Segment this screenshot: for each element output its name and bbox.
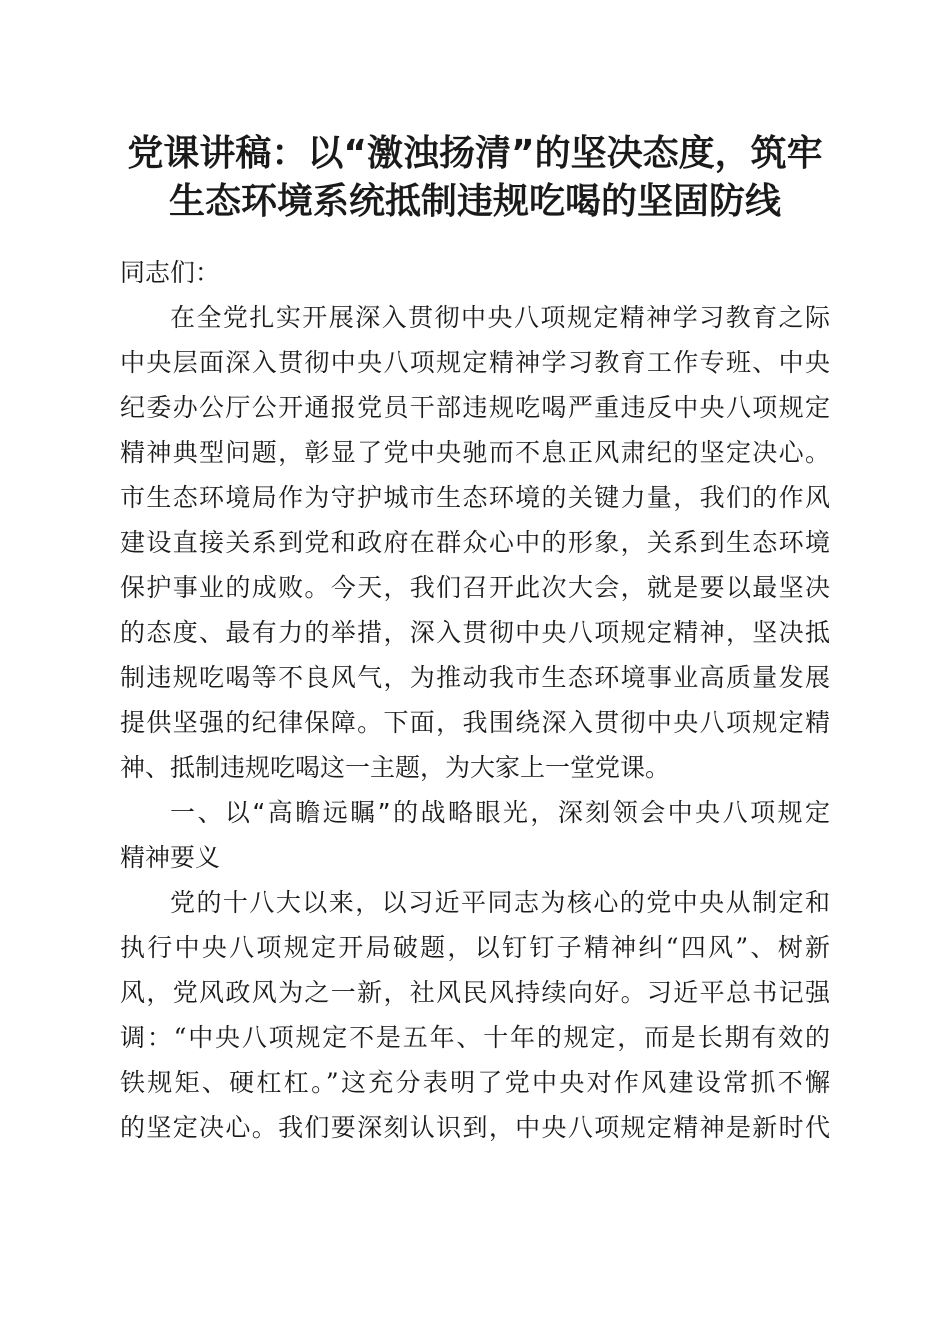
paragraph-line: 纪委办公厅公开通报党员干部违规吃喝严重违反中央八项规定 [120, 393, 830, 422]
section-heading-1 [120, 790, 830, 880]
paragraph-line: 在全党扎实开展深入贯彻中央八项规定精神学习教育之际 [170, 303, 830, 332]
paragraph-line: 党的十八大以来，以习近平同志为核心的党中央从制定和 [170, 888, 830, 917]
title-line-2: 生态环境系统抵制违规吃喝的坚固防线 [168, 181, 781, 222]
paragraph-line: 中央层面深入贯彻中央八项规定精神学习教育工作专班、中央 [120, 348, 830, 377]
paragraph-intro [120, 295, 830, 790]
document-body [120, 250, 830, 1150]
paragraph-section-1 [120, 880, 830, 1150]
document-title [100, 130, 850, 226]
paragraph-line: 的态度、最有力的举措，深入贯彻中央八项规定精神，坚决抵 [120, 618, 830, 647]
paragraph-line: 制违规吃喝等不良风气，为推动我市生态环境事业高质量发展 [120, 663, 830, 692]
paragraph-line: 市生态环境局作为守护城市生态环境的关键力量，我们的作风 [120, 483, 830, 512]
paragraph-line: 神、抵制违规吃喝这一主题，为大家上一堂党课。 [120, 753, 671, 782]
paragraph-line: 的坚定决心。我们要深刻认识到，中央八项规定精神是新时代 [120, 1113, 830, 1142]
paragraph-line: 提供坚强的纪律保障。下面，我围绕深入贯彻中央八项规定精 [120, 708, 830, 737]
paragraph-line: 保护事业的成败。今天，我们召开此次大会，就是要以最坚决 [120, 573, 830, 602]
paragraph-line: 执行中央八项规定开局破题，以钉钉子精神纠“四风”、树新 [120, 933, 830, 962]
paragraph-line: 调：“中央八项规定不是五年、十年的规定，而是长期有效的 [120, 1023, 830, 1052]
paragraph-line: 精神典型问题，彰显了党中央驰而不息正风肃纪的坚定决心。 [120, 438, 830, 467]
paragraph-line: 建设直接关系到党和政府在群众心中的形象，关系到生态环境 [120, 528, 830, 557]
paragraph-line: 风，党风政风为之一新，社风民风持续向好。习近平总书记强 [120, 978, 830, 1007]
paragraph-line: 铁规矩、硬杠杠。”这充分表明了党中央对作风建设常抓不懈 [120, 1068, 830, 1097]
section-heading-line: 一、以“高瞻远瞩”的战略眼光，深刻领会中央八项规定 [170, 798, 830, 827]
section-heading-line: 精神要义 [120, 843, 221, 872]
salutation: 同志们： [120, 258, 221, 287]
title-line-1: 党课讲稿：以“激浊扬清”的坚决态度，筑牢 [127, 133, 823, 174]
